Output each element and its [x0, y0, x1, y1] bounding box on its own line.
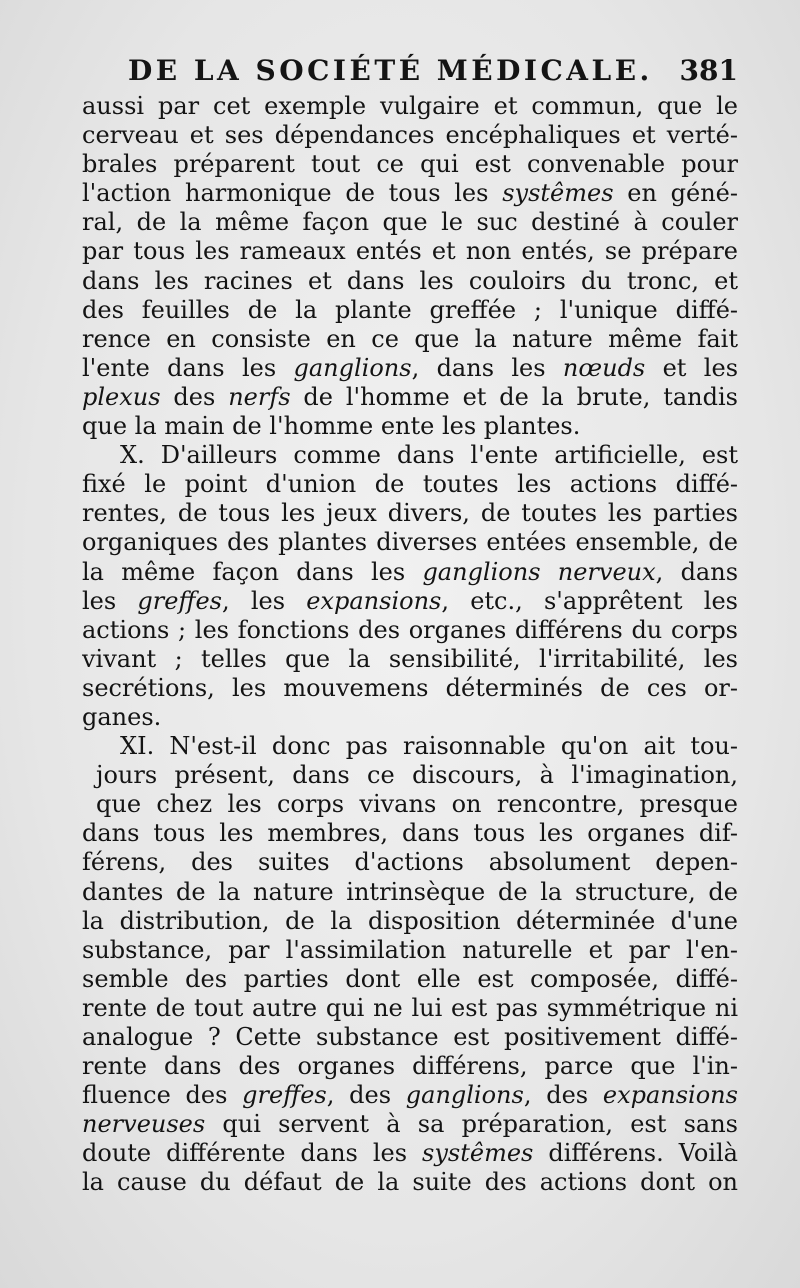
text-run: rente de tout autre qui ne lui est pas symmétrique ni	[82, 993, 738, 1022]
italic-term: ganglions	[293, 353, 412, 382]
text-line	[82, 528, 738, 557]
text-line	[82, 936, 738, 965]
text-line	[82, 761, 738, 790]
text-run: rence en consiste en ce que la nature même fait	[82, 324, 738, 353]
text-run: la même façon dans les	[82, 557, 423, 586]
text-line	[82, 499, 738, 528]
text-line	[82, 674, 738, 703]
text-run: ganes.	[82, 702, 162, 731]
text-run: actions ; les fonctions des organes différens du corps	[82, 615, 738, 644]
italic-term: greffes	[137, 586, 222, 615]
text-run: jours présent, dans ce discours, à l'imagination,	[96, 761, 738, 790]
text-line	[82, 790, 738, 819]
text-line	[82, 616, 738, 645]
text-run: , des	[326, 1081, 406, 1110]
text-line	[82, 1052, 738, 1081]
italic-term: expansions	[602, 1081, 738, 1110]
running-title: DE LA SOCIÉTÉ MÉDICALE.	[128, 54, 653, 87]
text-run: la distribution, de la disposition déterminée d'une	[82, 906, 738, 935]
text-line	[82, 354, 738, 383]
text-run: la cause du défaut de la suite des actions dont on	[82, 1168, 738, 1197]
italic-term: greffes	[242, 1081, 327, 1110]
text-run: aussi par cet exemple vulgaire et commun, que le	[82, 92, 738, 120]
text-run: substance, par l'assimilation naturelle et par l'en-	[82, 935, 738, 964]
text-line	[82, 1139, 738, 1168]
text-run: par tous les rameaux entés et non entés, se prépare	[82, 237, 738, 266]
text-run: que chez les corps vivans on rencontre, presque	[96, 790, 738, 819]
italic-term: systêmes	[502, 179, 614, 208]
text-line	[82, 1023, 738, 1052]
text-run: et les	[645, 353, 738, 382]
text-run: l'action harmonique de tous les	[82, 179, 503, 208]
page-number: 381	[679, 54, 738, 87]
text-line	[82, 645, 738, 674]
text-run: semble des parties dont elle est composée, diffé-	[82, 964, 738, 993]
text-run: des	[160, 382, 229, 411]
italic-term: systêmes	[422, 1139, 534, 1168]
text-run: de l'homme et de la brute, tandis	[290, 382, 738, 411]
text-run: ral, de la même façon que le suc destiné à couler	[82, 208, 738, 237]
text-run: XI. N'est-il donc pas raisonnable qu'on ait tou-	[120, 732, 738, 761]
text-line	[82, 470, 738, 499]
text-run: organiques des plantes diverses entées ensemble, de	[82, 528, 738, 557]
text-run: , dans	[655, 557, 738, 586]
text-run: en géné-	[613, 179, 738, 208]
italic-term: nerveuses	[82, 1110, 206, 1139]
text-line	[82, 1168, 738, 1197]
text-line	[82, 150, 738, 179]
text-line	[82, 703, 738, 732]
page-header	[100, 52, 738, 96]
italic-term: nœuds	[562, 353, 646, 382]
text-run: cerveau et ses dépendances encéphaliques et verté-	[82, 121, 738, 150]
text-run: que la main de l'homme ente les plantes.	[82, 412, 581, 441]
text-run: vivant ; telles que la sensibilité, l'irritabilité, les	[82, 644, 738, 673]
paragraph-start-line	[82, 441, 738, 470]
text-run: secrétions, les mouvemens déterminés de ces or-	[82, 673, 738, 702]
text-run: dans les racines et dans les couloirs du tronc, et	[82, 266, 738, 295]
text-run: dans tous les membres, dans tous les organes dif-	[82, 819, 738, 848]
text-run: X. D'ailleurs comme dans l'ente artificielle, est	[120, 441, 738, 470]
text-run: les	[82, 586, 138, 615]
italic-term: ganglions nerveux	[422, 557, 656, 586]
text-run: dantes de la nature intrinsèque de la structure, de	[82, 877, 738, 906]
text-line	[82, 208, 738, 237]
body-text	[82, 92, 738, 1198]
text-line	[82, 267, 738, 296]
text-line	[82, 296, 738, 325]
text-line	[82, 1081, 738, 1110]
text-line	[82, 237, 738, 266]
text-line	[82, 121, 738, 150]
text-run: rente dans des organes différens, parce que l'in-	[82, 1052, 738, 1081]
text-line	[82, 383, 738, 412]
text-run: qui servent à sa préparation, est sans	[205, 1110, 738, 1139]
text-run: , etc., s'apprêtent les	[441, 586, 738, 615]
italic-term: ganglions	[405, 1081, 524, 1110]
text-line	[82, 848, 738, 877]
text-line	[82, 92, 738, 121]
text-line	[82, 325, 738, 354]
text-line	[82, 878, 738, 907]
text-line	[82, 994, 738, 1023]
text-line	[82, 558, 738, 587]
text-run: , des	[523, 1081, 603, 1110]
text-line	[82, 412, 738, 441]
text-run: fluence des	[82, 1081, 243, 1110]
text-line	[82, 819, 738, 848]
text-line	[82, 179, 738, 208]
italic-term: plexus	[82, 382, 161, 411]
text-run: rentes, de tous les jeux divers, de toutes les parties	[82, 499, 738, 528]
text-run: des feuilles de la plante greffée ; l'unique diffé-	[82, 295, 738, 324]
text-line	[82, 587, 738, 616]
text-run: , dans les	[411, 353, 563, 382]
text-run: , les	[221, 586, 307, 615]
text-run: brales préparent tout ce qui est convenable pour	[82, 150, 738, 179]
text-line	[82, 965, 738, 994]
italic-term: nerfs	[228, 382, 291, 411]
text-line	[82, 1110, 738, 1139]
paragraph-start-line	[82, 732, 738, 761]
text-run: l'ente dans les	[82, 353, 294, 382]
text-run: fixé le point d'union de toutes les actions diffé-	[82, 470, 738, 499]
italic-term: expansions	[306, 586, 442, 615]
text-run: analogue ? Cette substance est positivement diffé-	[82, 1023, 738, 1051]
text-run: doute différente dans les	[82, 1139, 423, 1168]
text-run: différens. Voilà	[533, 1139, 738, 1168]
text-run: férens, des suites d'actions absolument depen-	[82, 848, 738, 877]
text-line	[82, 907, 738, 936]
